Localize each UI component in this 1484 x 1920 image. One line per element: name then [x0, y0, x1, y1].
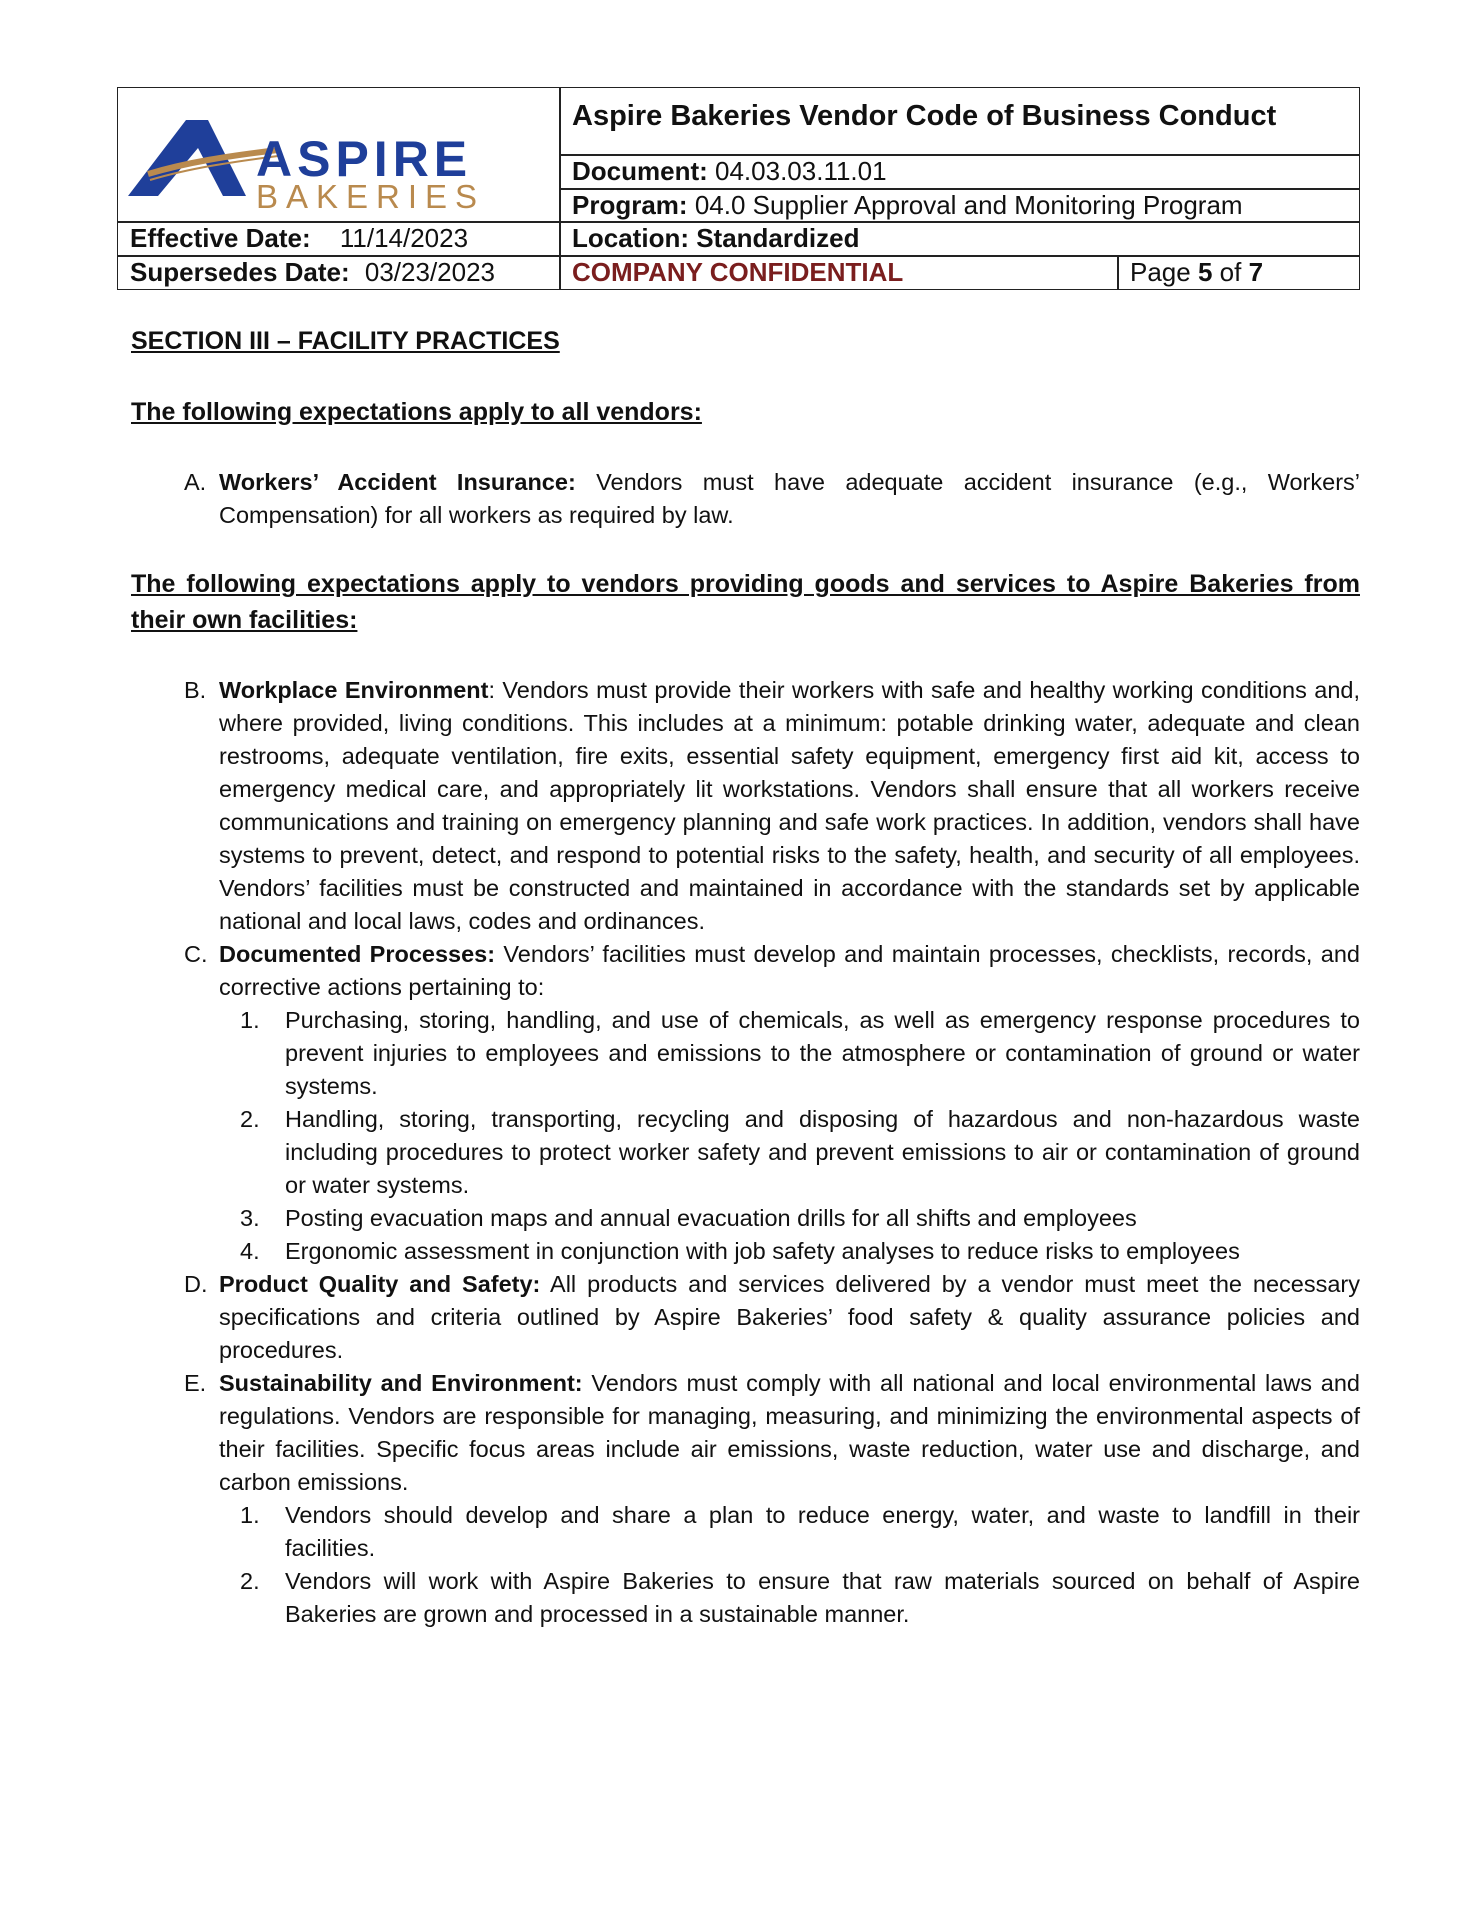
document-title: Aspire Bakeries Vendor Code of Business Conduct [572, 100, 1277, 132]
program-label: Program: [572, 190, 688, 220]
subitem-text: Handling, storing, transporting, recycling and disposing of hazardous and non-hazardous waste including procedures to protect worker safety and prevent emissions to air or contamination of ground or water systems. [285, 1106, 1360, 1198]
logo-text-aspire: ASPIRE [256, 131, 473, 187]
supersedes-date [130, 257, 495, 288]
item-a-label: A. [184, 469, 207, 495]
item-d-text: All products and services delivered by a vendor must meet the necessary specifications and criteria outlined by Aspire Bakeries’ food safety & quality assurance policies and procedures. [219, 1271, 1360, 1363]
all-vendors-heading: The following expectations apply to all vendors: [131, 398, 702, 426]
item-e-label: E. [184, 1370, 207, 1396]
header-divider-page [1117, 255, 1119, 289]
item-b-text: : Vendors must provide their workers with safe and healthy working conditions and, where provided, living conditions. This includes at a minimum: potable drinking water, adequate and clean restrooms, adequate ventilation, fire exits, essential safety equipment, emergency first aid kit, access to emergency medical care, and appropriately lit workstations. Vendors shall ensure that all workers receive communications and training on emergency planning and safe work practices. In addition, vendors shall have systems to prevent, detect, and respond to potential risks to the safety, health, and security of all employees. Vendors’ facilities must be constructed and maintained in accordance with the standards set by applicable national and local laws, codes and ordinances. [219, 677, 1360, 934]
item-a-text: Vendors must have adequate accident insurance (e.g., Workers’ Compensation) for all workers as required by law. [219, 469, 1360, 528]
item-d-title: Product Quality and Safety: [219, 1271, 541, 1297]
item-c-subitem-4 [240, 1235, 1360, 1268]
document-value: 04.03.03.11.01 [715, 156, 887, 186]
location-line: Location: Standardized [572, 223, 860, 253]
facilities-heading: The following expectations apply to vendors providing goods and services to Aspire Bakeries from their own facilities: [131, 570, 1360, 634]
item-b-title: Workplace Environment [219, 677, 489, 703]
supersedes-label: Supersedes Date: [130, 257, 350, 287]
subitem-text: Ergonomic assessment in conjunction with job safety analyses to reduce risks to employees [285, 1238, 1240, 1264]
item-a [184, 466, 1360, 532]
item-d-label: D. [184, 1271, 208, 1297]
subitem-text: Vendors should develop and share a plan to reduce energy, water, and waste to landfill in their facilities. [285, 1502, 1360, 1561]
supersedes-value: 03/23/2023 [364, 257, 496, 287]
company-logo [128, 108, 508, 218]
logo-text-bakeries: BAKERIES [256, 178, 486, 215]
item-e-subitem-1 [240, 1499, 1360, 1565]
logo-mark-icon [128, 108, 508, 218]
subitem-text: Purchasing, storing, handling, and use of chemicals, as well as emergency response procedures to prevent injuries to employees and emissions to the atmosphere or contamination of ground or water systems. [285, 1007, 1360, 1099]
item-e [184, 1367, 1360, 1499]
subitem-label: 2. [240, 1568, 260, 1594]
effective-value: 11/14/2023 [339, 223, 469, 253]
subitem-label: 4. [240, 1238, 260, 1264]
program-line [572, 190, 1243, 221]
item-a-title: Workers’ Accident Insurance: [219, 469, 576, 495]
confidential-label: COMPANY CONFIDENTIAL [572, 257, 904, 287]
page-total: 7 [1248, 257, 1264, 287]
item-c-subitem-2 [240, 1103, 1360, 1202]
document-number [572, 156, 887, 187]
item-c-label: C. [184, 941, 208, 967]
item-b [184, 674, 1360, 938]
page-word: Page [1130, 257, 1191, 287]
item-e-title: Sustainability and Environment: [219, 1370, 583, 1396]
item-c-subitem-3 [240, 1202, 1360, 1235]
item-c-subitem-1 [240, 1004, 1360, 1103]
section-title: SECTION III – FACILITY PRACTICES [131, 327, 560, 355]
subitem-label: 2. [240, 1106, 260, 1132]
document-header [117, 87, 1360, 290]
item-c-title: Documented Processes: [219, 941, 496, 967]
item-c [184, 938, 1360, 1004]
page-current: 5 [1197, 257, 1213, 287]
item-d [184, 1268, 1360, 1367]
page-number [1130, 257, 1263, 288]
item-e-subitem-2 [240, 1565, 1360, 1631]
effective-label: Effective Date: [130, 223, 311, 253]
program-value: 04.0 Supplier Approval and Monitoring Program [694, 190, 1243, 220]
item-b-label: B. [184, 677, 207, 703]
document-label: Document: [572, 156, 708, 186]
subitem-label: 1. [240, 1502, 260, 1528]
subitem-label: 1. [240, 1007, 260, 1033]
subitem-text: Posting evacuation maps and annual evacuation drills for all shifts and employees [285, 1205, 1137, 1231]
subitem-text: Vendors will work with Aspire Bakeries to ensure that raw materials sourced on behalf of Aspire Bakeries are grown and processed in a sustainable manner. [285, 1568, 1360, 1627]
subitem-label: 3. [240, 1205, 260, 1231]
item-c-text: Vendors’ facilities must develop and maintain processes, checklists, records, and corrective actions pertaining to: [219, 941, 1360, 1000]
effective-date [130, 223, 468, 254]
item-e-text: Vendors must comply with all national and local environmental laws and regulations. Vendors are responsible for managing, measuring, and minimizing the environmental aspects of their facilities. Specific focus areas include air emissions, waste reduction, water use and discharge, and carbon emissions. [219, 1370, 1361, 1495]
page-of: of [1219, 257, 1242, 287]
